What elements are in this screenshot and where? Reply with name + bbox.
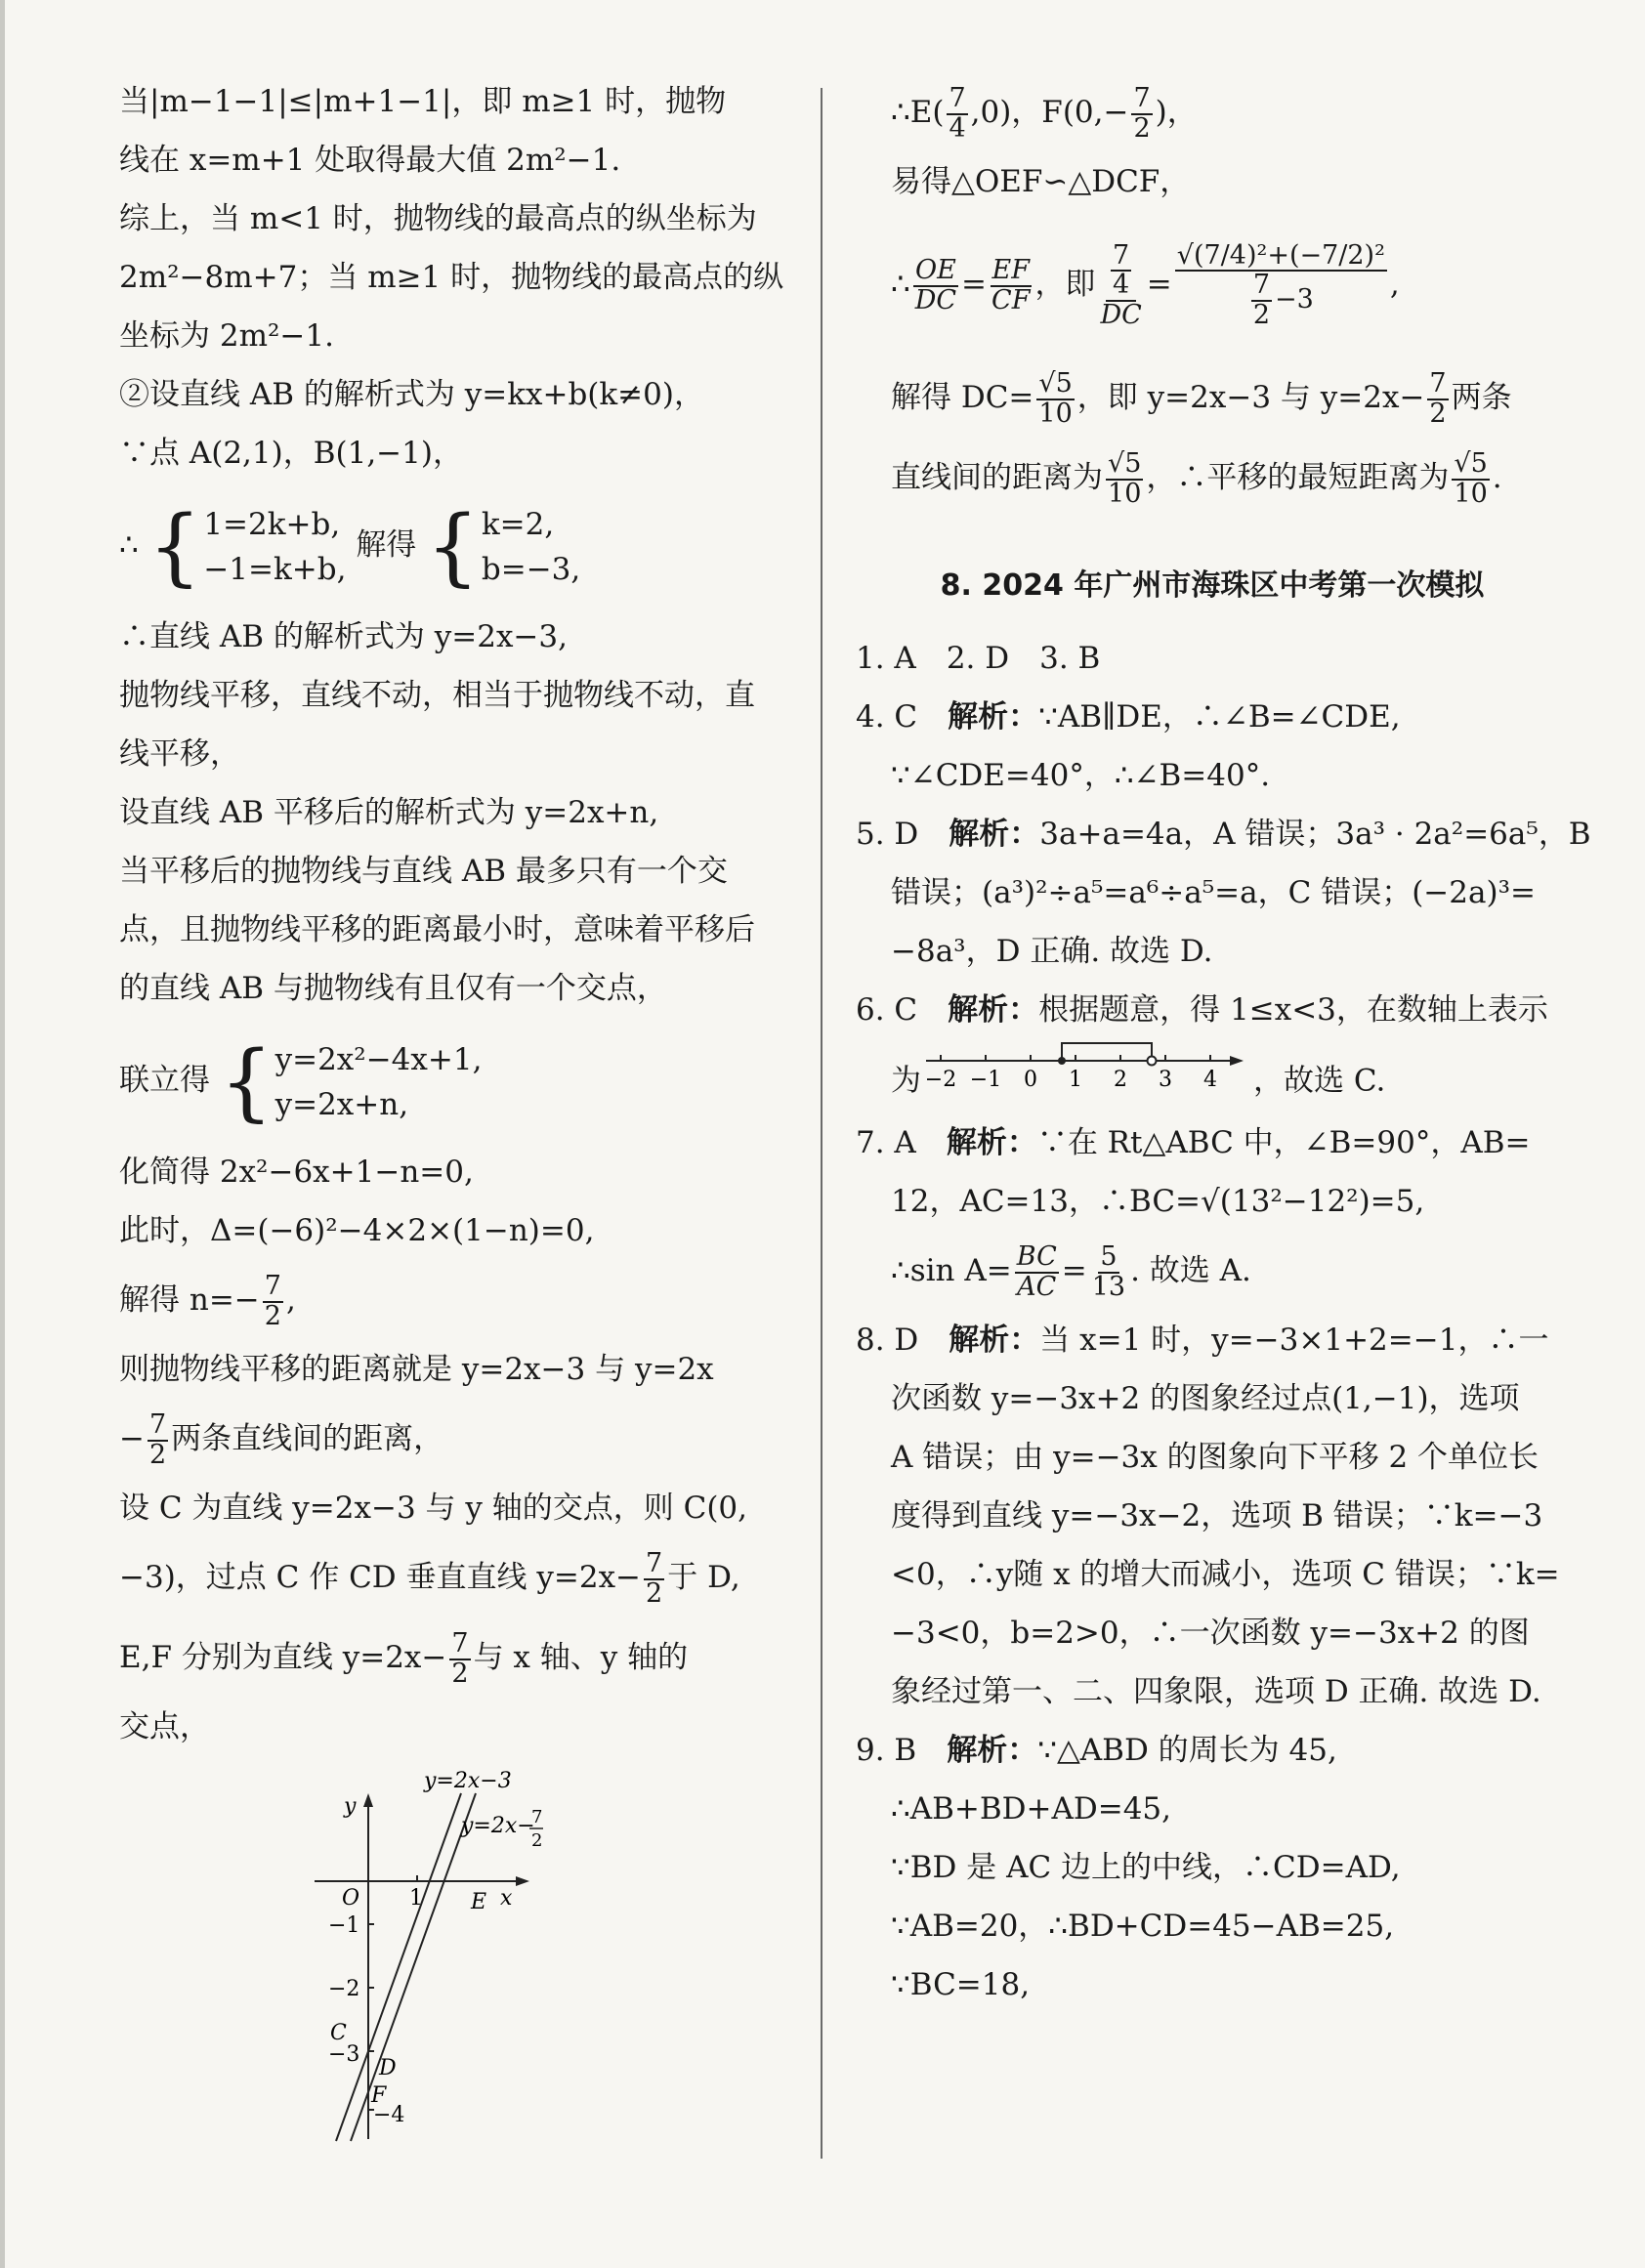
text: 两条直线间的距离，: [171, 1421, 444, 1456]
answer-9: [856, 1721, 1569, 1780]
text-line: 的直线 AB 与抛物线有且仅有一个交点，: [119, 971, 667, 1006]
number-line-tick-label: 0: [1024, 1068, 1037, 1092]
denominator: 10: [1454, 478, 1488, 509]
label-m1: −1: [328, 1913, 360, 1938]
numerator: 7: [1133, 83, 1151, 114]
text-line: 象经过第一、二、四象限，选项 D 正确. 故选 D.: [891, 1674, 1541, 1709]
label-e: E: [471, 1890, 487, 1914]
fraction: [644, 1550, 664, 1608]
text: 解得 n=−: [119, 1282, 260, 1318]
sin-line: [856, 1231, 1569, 1311]
label-line2: y=2x−: [461, 1814, 535, 1838]
fraction: [1036, 370, 1074, 428]
number-line-tick-label: 2: [1114, 1068, 1127, 1092]
text: ，即 y=2x−3 与 y=2x−: [1076, 380, 1425, 415]
numerator: [1175, 239, 1387, 272]
line-y-2x-7-2: [351, 1793, 476, 2141]
text-line: 度得到直线 y=−3x−2，选项 B 错误；∵k=−3: [891, 1498, 1543, 1533]
text-line: 线平移，: [119, 736, 240, 772]
answer-4: [856, 688, 1569, 746]
denominator: [1246, 272, 1316, 329]
numerator: 7: [1252, 270, 1270, 301]
denominator: 13: [1091, 1271, 1126, 1302]
fraction: [1090, 1243, 1127, 1301]
line-y-2x-3: [336, 1793, 461, 2141]
text-line: ②设直线 AB 的解析式为 y=kx+b(k≠0)，: [119, 377, 704, 412]
fraction: [947, 85, 967, 143]
numerator: 7: [451, 1628, 469, 1659]
denominator: 4: [949, 112, 966, 144]
label-m2: −2: [328, 1977, 360, 2001]
numerator: √5: [1454, 448, 1488, 480]
numerator: OE: [914, 255, 956, 286]
text-line: ∵BD 是 AC 边上的中线，∴CD=AD,: [891, 1850, 1401, 1885]
fraction: [1175, 239, 1387, 330]
text: 直线间的距离为: [891, 460, 1103, 495]
numerator: 7: [646, 1548, 663, 1579]
text: ,: [285, 1282, 296, 1318]
text: 解得 DC=: [891, 380, 1034, 415]
equation: k=2,: [481, 506, 555, 542]
closed-endpoint: [1058, 1057, 1066, 1065]
equation-system-1: [119, 483, 793, 608]
text-line: ∴直线 AB 的解析式为 y=2x−3,: [119, 619, 568, 654]
explanation-label: 解析：: [947, 1733, 1038, 1768]
number-line: [921, 1039, 1253, 1098]
label-y: y: [344, 1794, 357, 1819]
number-line-row: [856, 1039, 1569, 1113]
denominator: 10: [1108, 478, 1142, 509]
number-line-tick-label: 1: [1069, 1068, 1082, 1092]
y-axis-arrow: [363, 1793, 373, 1807]
text: ,: [1389, 267, 1400, 302]
text: 与 x 轴、y 轴的: [473, 1640, 689, 1675]
text-line: 坐标为 2m²−1.: [119, 318, 334, 354]
fraction: [990, 257, 1032, 315]
text: 两条: [1451, 380, 1512, 415]
text-line: 2m²−8m+7；当 m≥1 时，抛物线的最高点的纵: [119, 260, 784, 295]
label-x: x: [500, 1886, 513, 1911]
denominator: AC: [1017, 1271, 1057, 1302]
text-line: 错误；(a³)²÷a⁵=a⁶÷a⁵=a，C 错误；(−2a)³=: [891, 875, 1536, 910]
text-line: 12，AC=13，∴BC=√(13²−12²)=5,: [891, 1184, 1425, 1219]
text-line: 此时，Δ=(−6)²−4×2×(1−n)=0,: [119, 1213, 595, 1248]
text: E,F 分别为直线 y=2x−: [119, 1640, 447, 1675]
text: )，: [1155, 95, 1198, 130]
text-line: 易得△OEF∽△DCF，: [891, 164, 1191, 199]
number-line-tick-label: 3: [1159, 1068, 1172, 1092]
answer-label: 6. C: [856, 992, 949, 1028]
text: ∵在 Rt△ABC 中，∠B=90°，AB=: [1036, 1125, 1531, 1160]
text-line: 抛物线平移，直线不动，相当于抛物线不动，直: [119, 678, 755, 713]
explanation-label: 解析：: [946, 1125, 1037, 1160]
text: ∵△ABD 的周长为 45,: [1037, 1733, 1337, 1768]
number-line-tick-label: 4: [1203, 1068, 1217, 1092]
text-line: [119, 1617, 793, 1698]
answer-8: [856, 1311, 1569, 1369]
denominator: 2: [1133, 112, 1151, 144]
explanation-label: 解析：: [949, 817, 1040, 852]
label-1: 1: [409, 1886, 423, 1911]
numerator: [1106, 239, 1136, 302]
open-endpoint: [1148, 1057, 1157, 1066]
text: 为: [891, 1063, 921, 1099]
numerator: 7: [1429, 368, 1447, 399]
system-brace: { y=2x²−4x+1, y=2x+n,: [219, 1032, 483, 1131]
label-o: O: [342, 1886, 360, 1911]
answer-label: 4. C: [856, 699, 949, 735]
denominator: 2: [1252, 299, 1270, 330]
left-column: [119, 72, 793, 2127]
text-line: 次函数 y=−3x+2 的图象经过点(1,−1)，选项: [891, 1381, 1520, 1416]
answer-label: 7. A: [856, 1125, 947, 1160]
text: =: [1061, 1253, 1087, 1288]
text-line: 当|m−1−1|≤|m+1−1|，即 m≥1 时，抛物: [119, 84, 727, 119]
text-line: 交点，: [119, 1709, 210, 1744]
text: ∴: [891, 267, 910, 302]
text-line: ∵AB=20，∴BD+CD=45−AB=25,: [891, 1909, 1395, 1944]
text: ,0)，F(0,−: [970, 95, 1129, 130]
answer-label: 9. B: [856, 1733, 948, 1768]
equation: y=2x²−4x+1,: [274, 1041, 483, 1077]
label-m3: −3: [328, 2042, 360, 2067]
text: 根据题意，得 1≤x<3，在数轴上表示: [1038, 992, 1548, 1028]
fraction: [1452, 450, 1489, 508]
numerator: 7: [1113, 239, 1130, 271]
text-line: <0，∴y随 x 的增大而减小，选项 C 错误；∵k=: [891, 1557, 1560, 1592]
text-line: ∵点 A(2,1)，B(1,−1)，: [119, 436, 463, 471]
system-brace: { 1=2k+b, −1=k+b,: [148, 497, 347, 596]
term: (−7/2)²: [1288, 239, 1385, 271]
numerator: 7: [949, 83, 966, 114]
dist-line: [856, 438, 1569, 518]
text-line: 设直线 AB 平移后的解析式为 y=2x+n,: [119, 795, 659, 830]
text-line: 则抛物线平移的距离就是 y=2x−3 与 y=2x: [119, 1352, 714, 1387]
text-line: 设 C 为直线 y=2x−3 与 y 轴的交点，则 C(0,: [119, 1491, 747, 1526]
explanation-label: 解析：: [949, 1323, 1040, 1358]
label-line2-frac-den: 2: [531, 1830, 543, 1851]
coordinate-figure: [315, 1769, 637, 2149]
sqrt-symbol: √: [1176, 239, 1194, 271]
denominator: 10: [1038, 398, 1073, 429]
numerator: EF: [991, 255, 1030, 286]
fraction: [263, 1273, 283, 1330]
number-line-tick-label: −1: [969, 1068, 1002, 1092]
text: ∴sin A=: [891, 1253, 1012, 1288]
denominator: 2: [264, 1300, 281, 1331]
ef-coords-line: [856, 72, 1569, 152]
text: −3)，过点 C 作 CD 垂直直线 y=2x−: [119, 1560, 642, 1595]
text: ，∴平移的最短距离为: [1146, 460, 1450, 495]
denominator: DC: [914, 284, 957, 315]
text: . 故选 A.: [1130, 1253, 1251, 1288]
denominator: 2: [148, 1439, 167, 1470]
text-line: 当平移后的抛物线与直线 AB 最多只有一个交: [119, 854, 728, 889]
dc-line: [856, 357, 1569, 438]
denominator: 4: [1113, 270, 1130, 301]
text-line: 化简得 2x²−6x+1−n=0,: [119, 1155, 474, 1190]
text: ，故选 C.: [1253, 1063, 1386, 1099]
fraction: [1427, 370, 1448, 428]
text-line: 点，且抛物线平移的距离最小时，意味着平移后: [119, 912, 755, 947]
text: =: [961, 267, 988, 302]
text: 3a+a=4a，A 错误；3a³ · 2a²=6a⁵，B: [1039, 817, 1591, 852]
text-line: ∵∠CDE=40°，∴∠B=40°.: [891, 758, 1271, 793]
text: ∵AB∥DE，∴∠B=∠CDE,: [1038, 699, 1401, 735]
answer-line: 1. A 2. D 3. B: [856, 641, 1101, 676]
denominator: 2: [1429, 398, 1447, 429]
text: 于 D,: [667, 1560, 740, 1595]
numerator: 7: [264, 1271, 281, 1302]
number-line-arrow: [1230, 1056, 1244, 1066]
text: .: [1492, 460, 1502, 495]
text: =: [1146, 267, 1172, 302]
fraction: [1251, 272, 1272, 329]
numerator: √5: [1038, 368, 1073, 399]
solve-label: 解得: [356, 527, 417, 563]
numerator: 7: [148, 1409, 167, 1441]
text-line: [119, 1537, 793, 1617]
equation: b=−3,: [481, 551, 581, 587]
x-axis-arrow: [516, 1876, 529, 1886]
text-line: A 错误；由 y=−3x 的图象向下平移 2 个单位长: [891, 1440, 1540, 1475]
label-line2-frac-num: 7: [531, 1807, 543, 1827]
equation-system-2: [119, 1018, 793, 1143]
solution-brace: { k=2, b=−3,: [426, 497, 581, 596]
denominator: CF: [991, 284, 1031, 315]
fraction: [1111, 239, 1131, 301]
answer-label: 8. D: [856, 1323, 949, 1358]
number-line-tick-label: −2: [924, 1068, 957, 1092]
explanation-label: 解析：: [948, 992, 1039, 1028]
fraction: [1015, 1243, 1059, 1301]
label-m4: −4: [373, 2103, 405, 2127]
text: ∴E(: [891, 95, 945, 130]
numerator: 5: [1100, 1241, 1118, 1273]
column-divider: [821, 88, 822, 2159]
text: ，即: [1034, 267, 1096, 302]
equation: y=2x+n,: [274, 1086, 409, 1122]
text-line: 综上，当 m<1 时，抛物线的最高点的纵坐标为: [119, 201, 757, 236]
label-d: D: [379, 2056, 397, 2080]
answer-5: [856, 805, 1591, 863]
denominator: 2: [451, 1658, 469, 1689]
scan-edge: [0, 0, 5, 2268]
answer-7: [856, 1113, 1569, 1172]
numerator: √5: [1108, 448, 1142, 480]
text-line: −3<0，b=2>0，∴一次函数 y=−3x+2 的图: [891, 1616, 1530, 1651]
text: 当 x=1 时，y=−3×1+2=−1，∴一: [1039, 1323, 1549, 1358]
right-column: [856, 72, 1591, 2014]
term: (7/4)²: [1193, 239, 1268, 271]
fraction: [1098, 239, 1143, 330]
section-title: 8. 2024 年广州市海珠区中考第一次模拟: [940, 568, 1485, 603]
text-line: ∵BC=18,: [891, 1967, 1031, 2002]
numerator: BC: [1016, 1241, 1057, 1273]
fraction: [1106, 450, 1143, 508]
text-line: −8a³，D 正确. 故选 D.: [891, 934, 1213, 969]
denominator: DC: [1100, 299, 1142, 330]
ratio-line: [856, 211, 1569, 357]
system-label: 联立得: [119, 1063, 210, 1098]
label-f: F: [371, 2083, 387, 2108]
text-line: ∴AB+BD+AD=45,: [891, 1791, 1171, 1827]
text-line: [119, 1399, 793, 1479]
answer-6: [856, 981, 1569, 1039]
answer-label: 5. D: [856, 817, 949, 852]
equation: 1=2k+b,: [203, 506, 341, 542]
solve-n-line: [119, 1260, 793, 1340]
fraction: [449, 1630, 470, 1688]
denominator: 2: [646, 1577, 663, 1609]
text: −3: [1275, 284, 1314, 315]
equation: −1=k+b,: [203, 551, 347, 587]
label-c: C: [330, 2021, 347, 2045]
fraction: [148, 1411, 168, 1469]
text-line: 线在 x=m+1 处取得最大值 2m²−1.: [119, 143, 621, 178]
label-line1: y=2x−3: [424, 1769, 512, 1793]
fraction: [913, 257, 958, 315]
therefore-symbol: ∴: [119, 527, 139, 563]
fraction: [1131, 85, 1152, 143]
explanation-label: 解析：: [948, 699, 1039, 735]
text: −: [119, 1421, 145, 1456]
text: +: [1267, 239, 1289, 271]
